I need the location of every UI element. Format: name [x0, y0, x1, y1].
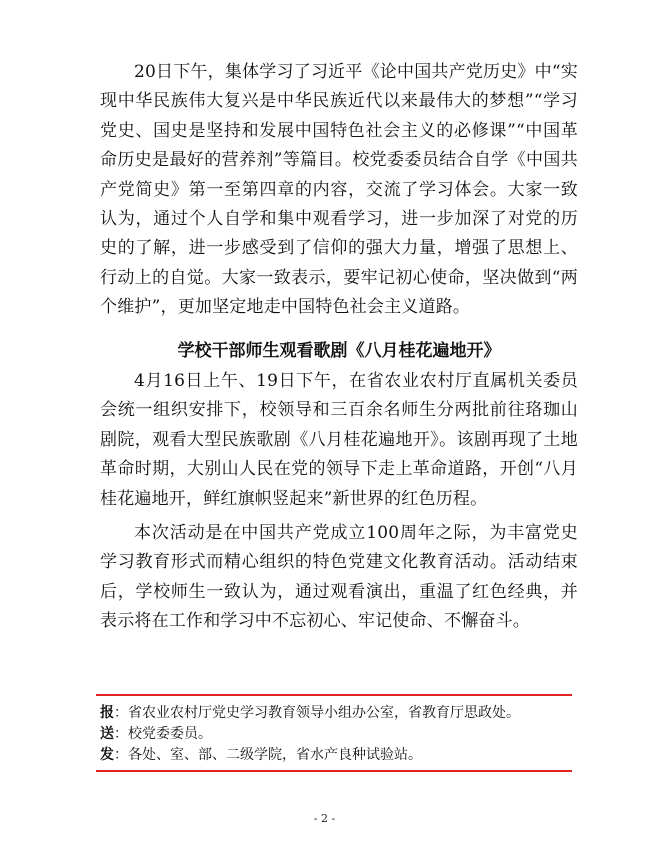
- distribution-top-rule: [96, 694, 572, 696]
- issue-label: 发: [100, 747, 114, 763]
- section-title: 学校干部师生观看歌剧《八月桂花遍地开》: [177, 341, 501, 361]
- send-label: 送: [100, 726, 114, 742]
- page-number: - 2 -: [313, 812, 336, 825]
- distribution-issue-line: [100, 745, 570, 765]
- paragraph-activity-summary: 本次活动是在中国共产党成立100周年之际，为丰富党史学习教育形式而精心组织的特色党建文化教育活动。活动结束后，学校师生一致认为，通过观看演出，重温了红色经典，并表示将在工作和学习中不忘初心、牢记使命、不懈奋斗。: [100, 523, 578, 632]
- send-recipients: ：校党委委员。: [114, 726, 212, 742]
- issue-recipients: ：各处、室、部、二级学院，省水产良种试验站。: [114, 747, 422, 763]
- report-label: 报: [100, 705, 114, 721]
- distribution-report-line: [100, 703, 570, 723]
- distribution-send-line: [100, 724, 570, 744]
- paragraph-study-session: 20日下午，集体学习了习近平《论中国共产党历史》中“实现中华民族伟大复兴是中华民族近代以来最伟大的梦想”“学习党史、国史是坚持和发展中国特色社会主义的必修课”“中国革命历史是最好的营养剂”等篇目。校党委委员结合自学《中国共产党简史》第一至第四章的内容，交流了学习体会。大家一致认为，通过个人自学和集中观看学习，进一步加深了对党的历史的了解，进一步感受到了信仰的强大力量，增强了思想上、行动上的自觉。大家一致表示，要牢记初心使命，坚决做到“两个维护”，更加坚定地走中国特色社会主义道路。: [100, 62, 578, 318]
- report-recipients: ：省农业农村厅党史学习教育领导小组办公室，省教育厅思政处。: [114, 705, 520, 721]
- distribution-bottom-rule: [96, 770, 572, 772]
- paragraph-opera-viewing: 4月16日上午、19日下午，在省农业农村厅直属机关委员会统一组织安排下，校领导和三百余名师生分两批前往珞珈山剧院，观看大型民族歌剧《八月桂花遍地开》。该剧再现了土地革命时期，大别山人民在党的领导下走上革命道路，开创“八月桂花遍地开，鲜红旗帜竖起来”新世界的红色历程。: [100, 371, 578, 509]
